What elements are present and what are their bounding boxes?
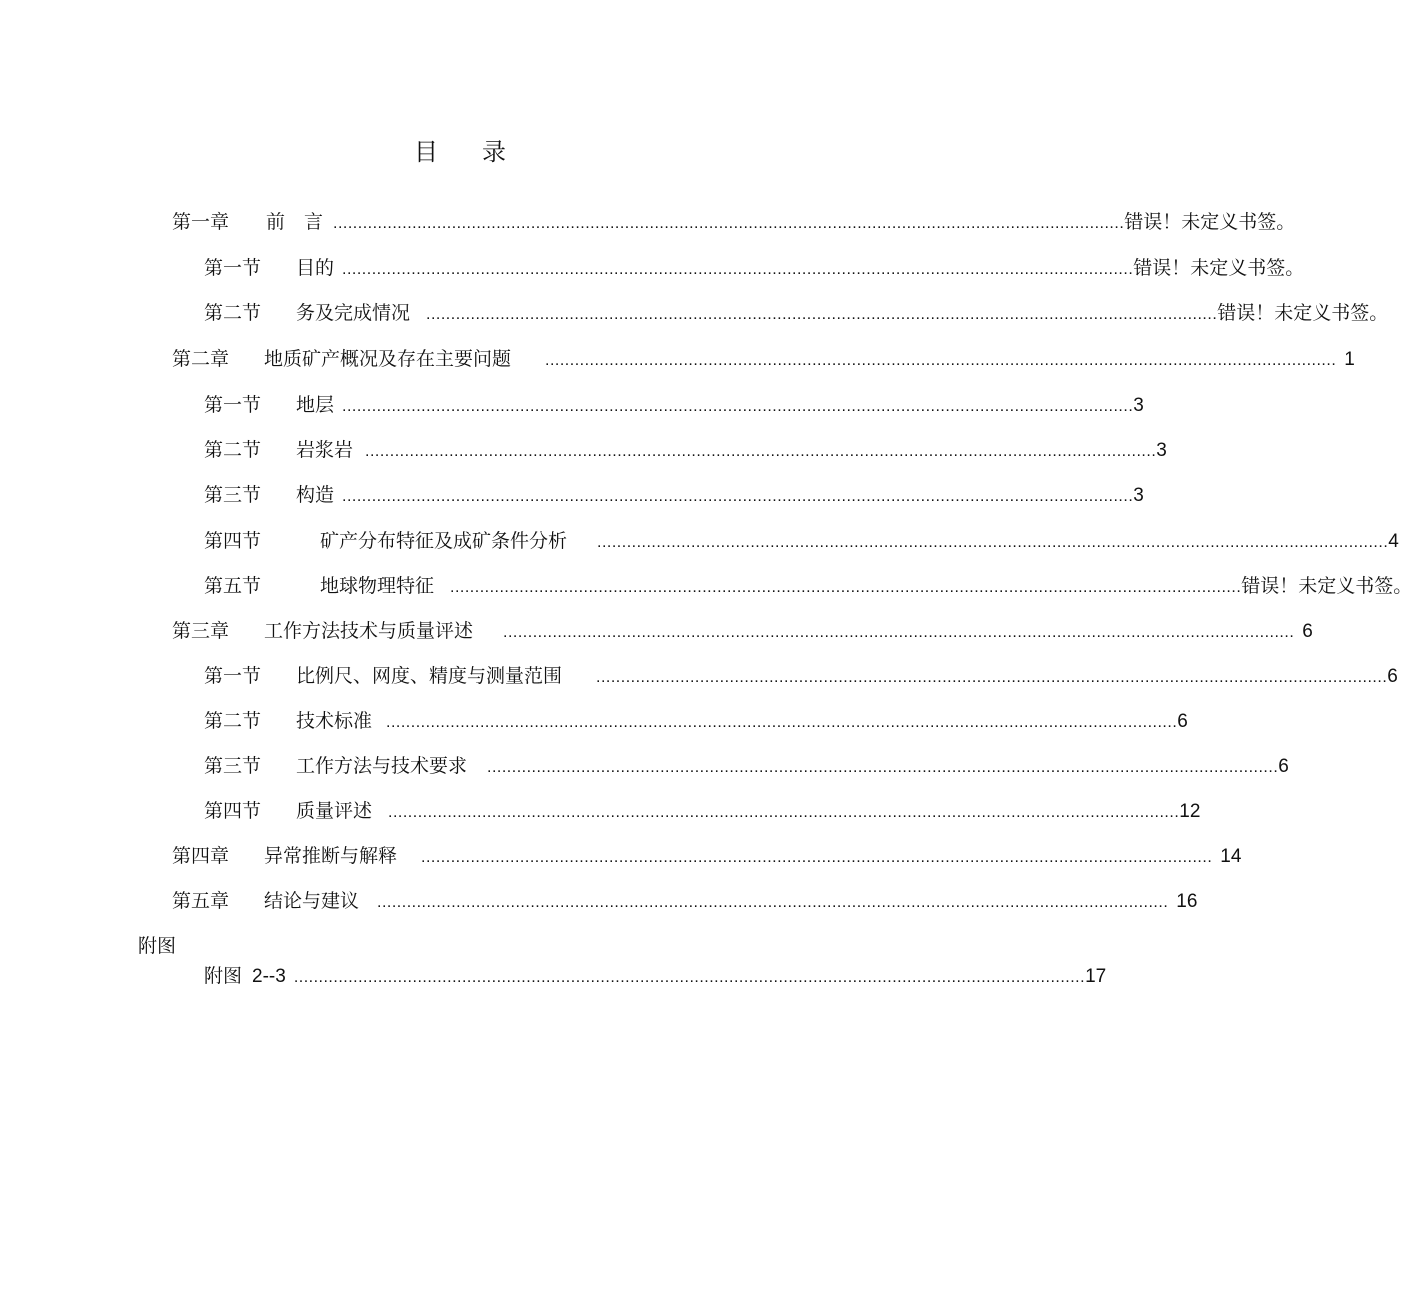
toc-label: 第二节 <box>204 710 262 732</box>
toc-page: 6 <box>1278 756 1289 777</box>
toc-label: 第一节 <box>204 257 262 279</box>
toc-title: 结论与建议 <box>264 890 360 912</box>
toc-label: 第三节 <box>204 755 262 777</box>
page-title <box>0 134 920 170</box>
toc-title: 地质矿产概况及存在主要问题 <box>264 348 512 370</box>
toc-title: 工作方法技术与质量评述 <box>264 620 474 642</box>
toc-entry-section-3-3[interactable] <box>204 752 1289 780</box>
title-char-1: 目 <box>414 138 438 166</box>
toc-label: 第三节 <box>204 484 262 506</box>
toc-title: 构造 <box>296 484 335 506</box>
toc-leader-dots: ................................................................................................................................................................ <box>386 714 1178 731</box>
toc-leader-dots: ................................................................................................................................................................ <box>293 969 1086 986</box>
toc-title: 前 言 <box>266 211 324 233</box>
toc-entry-chapter-2[interactable] <box>172 345 1355 373</box>
toc-entry-section-2-2[interactable] <box>204 436 1167 464</box>
toc-page: 3 <box>1133 485 1144 506</box>
toc-label: 第五节 <box>204 575 262 597</box>
toc-leader-dots: ................................................................................................................................................................ <box>597 534 1389 551</box>
toc-label: 第五章 <box>172 890 230 912</box>
toc-page: 错误！未定义书签。 <box>1217 302 1389 324</box>
toc-leader-dots: ................................................................................................................................................................ <box>503 624 1295 641</box>
toc-page: 16 <box>1176 891 1198 912</box>
toc-entry-chapter-1[interactable] <box>172 208 1296 236</box>
toc-entry-section-3-1[interactable] <box>204 662 1398 690</box>
appendix-heading: 附图 <box>138 935 177 957</box>
toc-leader-dots: ................................................................................................................................................................ <box>342 398 1134 415</box>
toc-entry-section-1-2[interactable] <box>204 299 1389 327</box>
toc-leader-dots: ................................................................................................................................................................ <box>342 261 1134 278</box>
toc-leader-dots: ................................................................................................................................................................ <box>365 443 1157 460</box>
toc-page: 17 <box>1085 966 1107 987</box>
toc-leader-dots: ................................................................................................................................................................ <box>596 669 1388 686</box>
toc-title: 比例尺、网度、精度与测量范围 <box>296 665 563 687</box>
toc-label: 第一章 <box>172 211 230 233</box>
toc-label: 第二节 <box>204 302 262 324</box>
toc-title: 质量评述 <box>296 800 373 822</box>
toc-title: 务及完成情况 <box>296 302 411 324</box>
toc-entry-section-2-3[interactable] <box>204 481 1144 509</box>
toc-page: 3 <box>1133 395 1144 416</box>
toc-entry-chapter-4[interactable] <box>172 842 1242 870</box>
toc-entry-section-2-5[interactable] <box>204 572 1412 600</box>
toc-title: 目的 <box>296 257 335 279</box>
toc-entry-section-3-4[interactable] <box>204 797 1201 825</box>
toc-title: 技术标准 <box>296 710 373 732</box>
toc-title: 异常推断与解释 <box>264 845 398 867</box>
toc-leader-dots: ................................................................................................................................................................ <box>487 759 1279 776</box>
toc-entry-chapter-5[interactable] <box>172 887 1198 915</box>
toc-title: 矿产分布特征及成矿条件分析 <box>320 530 568 552</box>
toc-leader-dots: ................................................................................................................................................................ <box>377 894 1169 911</box>
toc-title: 地层 <box>296 394 335 416</box>
toc-entry-chapter-3[interactable] <box>172 617 1313 645</box>
toc-label: 附图 <box>204 965 243 987</box>
toc-page: 6 <box>1387 666 1398 687</box>
toc-leader-dots: ................................................................................................................................................................ <box>450 579 1242 596</box>
toc-entry-section-3-2[interactable] <box>204 707 1188 735</box>
toc-label: 第一节 <box>204 665 262 687</box>
toc-page: 12 <box>1179 801 1201 822</box>
toc-page: 3 <box>1156 440 1167 461</box>
toc-title: 地球物理特征 <box>320 575 435 597</box>
toc-label: 第四节 <box>204 800 262 822</box>
toc-label: 第三章 <box>172 620 230 642</box>
toc-label: 第二章 <box>172 348 230 370</box>
toc-page: 6 <box>1177 711 1188 732</box>
toc-entry-section-2-4[interactable] <box>204 527 1399 555</box>
toc-leader-dots: ................................................................................................................................................................ <box>421 849 1213 866</box>
title-char-2: 录 <box>482 138 506 166</box>
toc-page: 6 <box>1302 621 1313 642</box>
toc-leader-dots: ................................................................................................................................................................ <box>545 352 1337 369</box>
toc-page: 错误！未定义书签。 <box>1124 211 1296 233</box>
toc-entry-appendix[interactable] <box>204 962 1107 990</box>
toc-entry-section-2-1[interactable] <box>204 391 1144 419</box>
toc-page: 4 <box>1388 531 1399 552</box>
toc-title: 岩浆岩 <box>296 439 354 461</box>
toc-leader-dots: ................................................................................................................................................................ <box>388 804 1180 821</box>
toc-leader-dots: ................................................................................................................................................................ <box>333 215 1125 232</box>
toc-label: 第四章 <box>172 845 230 867</box>
toc-title: 2--3 <box>252 966 286 987</box>
toc-label: 第二节 <box>204 439 262 461</box>
toc-entry-section-1-1[interactable] <box>204 254 1305 282</box>
toc-page: 错误！未定义书签。 <box>1241 575 1412 597</box>
toc-page: 1 <box>1344 349 1355 370</box>
toc-label: 第一节 <box>204 394 262 416</box>
toc-page: 14 <box>1220 846 1242 867</box>
toc-leader-dots: ................................................................................................................................................................ <box>342 488 1134 505</box>
toc-label: 第四节 <box>204 530 262 552</box>
toc-page: 错误！未定义书签。 <box>1133 257 1305 279</box>
toc-title: 工作方法与技术要求 <box>296 755 468 777</box>
toc-leader-dots: ................................................................................................................................................................ <box>426 306 1218 323</box>
